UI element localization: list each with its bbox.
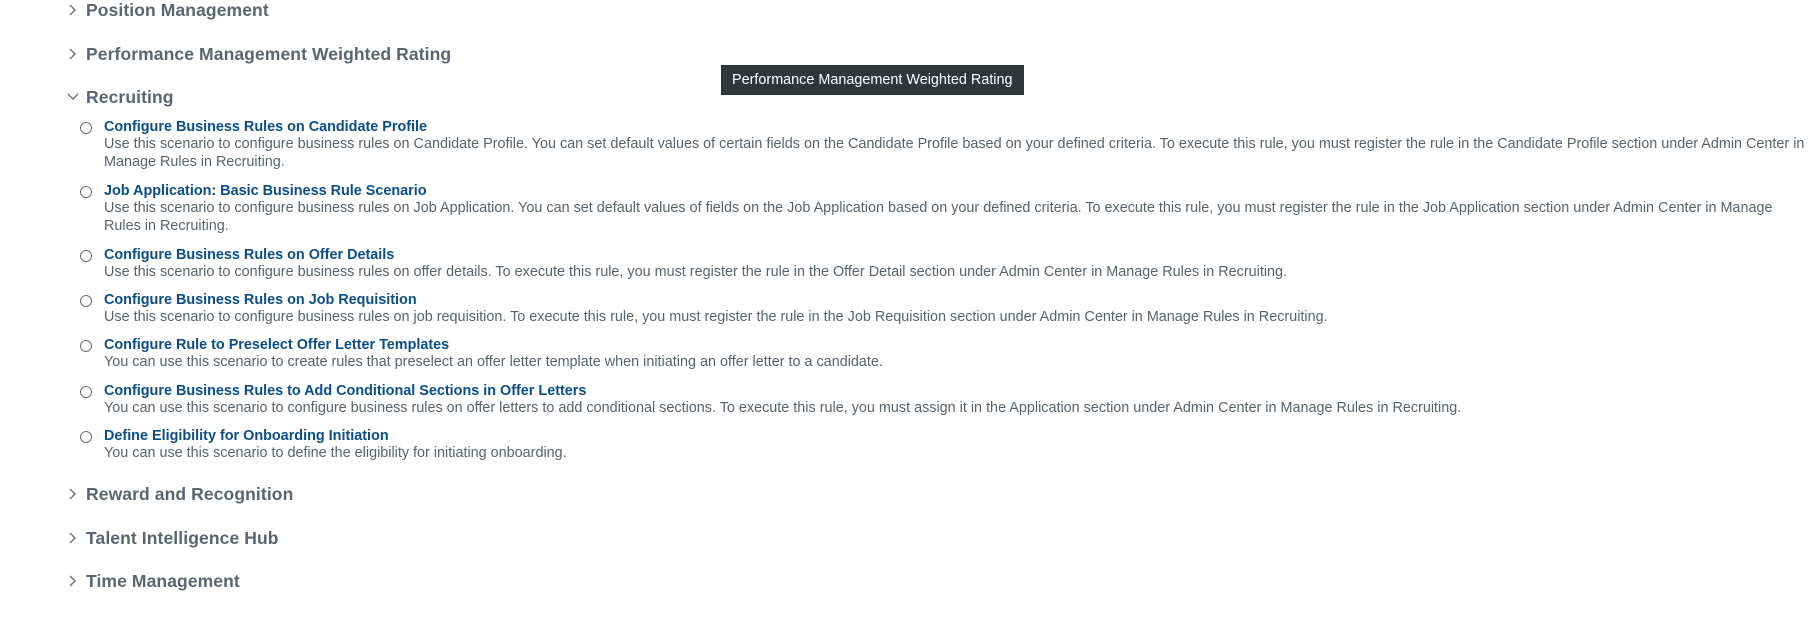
section-recruiting[interactable] xyxy=(64,85,174,109)
scenario-description: You can use this scenario to create rules that preselect an offer letter template when initiating an offer letter to a candidate. xyxy=(104,354,883,370)
scenario-description: You can use this scenario to configure business rules on offer letters to add conditional sections. To execute this rule, you must assign it in the Application section under Admin Center in Manage Rules in Recruiting. xyxy=(104,400,1462,416)
scenario-radio[interactable] xyxy=(80,431,92,443)
chevron-right-icon xyxy=(64,572,82,590)
scenario-radio[interactable] xyxy=(80,340,92,352)
section-title: Performance Management Weighted Rating xyxy=(86,43,452,64)
scenario-title-link[interactable]: Configure Business Rules to Add Conditional Sections in Offer Letters xyxy=(104,383,587,399)
section-title: Talent Intelligence Hub xyxy=(86,527,279,548)
scenario-item[interactable] xyxy=(80,247,1807,282)
scenario-radio[interactable] xyxy=(80,386,92,398)
scenario-description: Use this scenario to configure business rules on offer details. To execute this rule, you must register the rule in the Offer Detail section under Admin Center in Manage Rules in Recruiting. xyxy=(104,264,1288,280)
scenario-radio[interactable] xyxy=(80,186,92,198)
scenario-title-link[interactable]: Configure Business Rules on Job Requisition xyxy=(104,292,417,308)
section-reward-and-recognition[interactable] xyxy=(64,482,293,506)
scenario-title-link[interactable]: Job Application: Basic Business Rule Scenario xyxy=(104,183,427,199)
scenario-description: Use this scenario to configure business rules on Job Application. You can set default values of fields on the Job Application based on your defined criteria. To execute this rule, you must register the rule in the Job Application section under Admin Center in Manage Rules in Recruiting. xyxy=(104,200,1773,234)
chevron-right-icon xyxy=(64,529,82,547)
section-title: Position Management xyxy=(86,0,269,20)
section-title: Reward and Recognition xyxy=(86,483,294,504)
scenario-radio[interactable] xyxy=(80,122,92,134)
scenario-title-link[interactable]: Configure Rule to Preselect Offer Letter Templates xyxy=(104,337,450,353)
chevron-right-icon xyxy=(64,45,82,63)
scenario-title-link[interactable]: Configure Business Rules on Offer Details xyxy=(104,247,395,263)
scenario-item[interactable] xyxy=(80,183,1807,235)
section-position-management[interactable] xyxy=(64,0,269,22)
scenario-item[interactable] xyxy=(80,292,1807,327)
scenario-title-link[interactable]: Define Eligibility for Onboarding Initiation xyxy=(104,428,389,444)
scenario-description: Use this scenario to configure business rules on job requisition. To execute this rule, you must register the rule in the Job Requisition section under Admin Center in Manage Rules in Recruiting. xyxy=(104,309,1328,325)
scenario-description: You can use this scenario to define the eligibility for initiating onboarding. xyxy=(104,445,567,461)
chevron-right-icon xyxy=(64,485,82,503)
section-time-management[interactable] xyxy=(64,569,240,593)
scenario-radio[interactable] xyxy=(80,250,92,262)
scenario-item[interactable] xyxy=(80,383,1807,418)
chevron-down-icon xyxy=(64,88,82,106)
scenario-radio[interactable] xyxy=(80,295,92,307)
scenario-description: Use this scenario to configure business rules on Candidate Profile. You can set default values of certain fields on the Candidate Profile based on your defined criteria. To execute this rule, you must register the rule in the Candidate Profile section under Admin Center in Manage Rules in Recruiting. xyxy=(104,136,1805,170)
scenario-item[interactable] xyxy=(80,337,1807,372)
chevron-right-icon xyxy=(64,1,82,19)
tooltip: Performance Management Weighted Rating xyxy=(721,65,1024,95)
scenario-title-link[interactable]: Configure Business Rules on Candidate Profile xyxy=(104,119,428,135)
section-talent-intelligence-hub[interactable] xyxy=(64,526,279,550)
section-title: Time Management xyxy=(86,570,240,591)
section-title: Recruiting xyxy=(86,86,174,107)
scenario-item[interactable] xyxy=(80,428,1807,463)
scenario-item[interactable] xyxy=(80,119,1807,171)
section-performance-management-weighted-rating[interactable] xyxy=(64,42,451,66)
